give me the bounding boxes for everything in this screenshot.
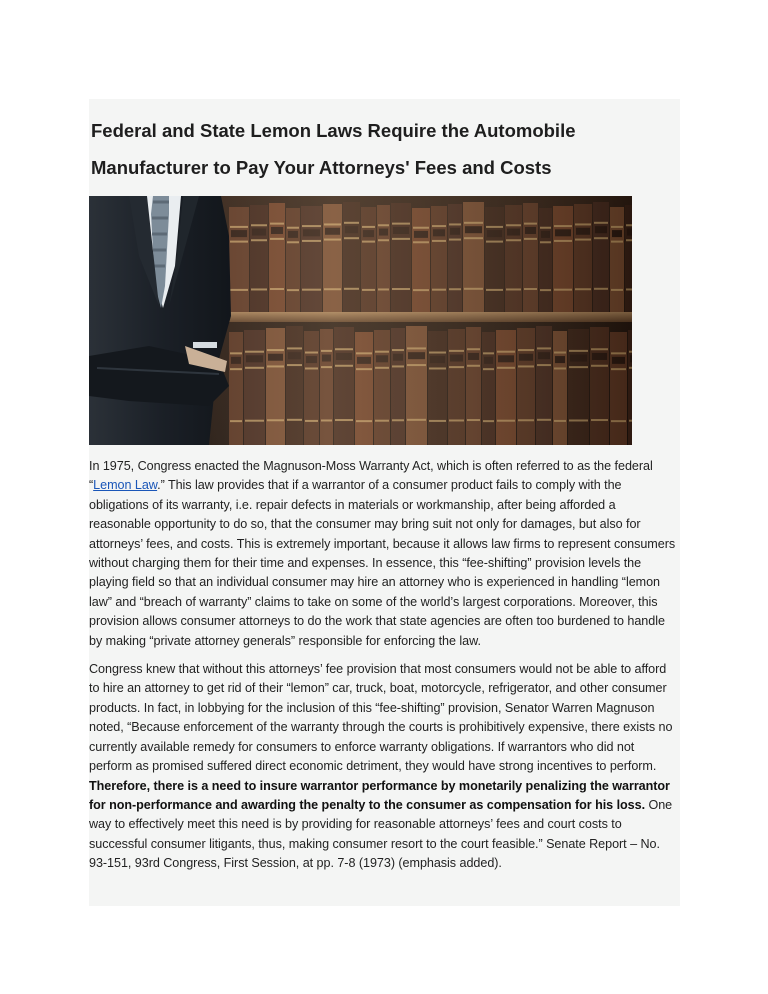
title-line-2: Manufacturer to Pay Your Attorneys' Fees and Costs [91, 157, 552, 178]
paragraph-2-text-b: One way to effectively meet this need is by providing for reasonable attorneys’ fees and court costs to successful consumer litigants, thus, making consumer resort to the court feasible.” Senate Report – No. 93-151, 93rd Congress, First Session, at pp. 7-8 (1973) (emphasis added). [89, 797, 673, 871]
lemon-law-link[interactable]: Lemon Law [93, 478, 158, 493]
title-line-1: Federal and State Lemon Laws Require the Automobile [91, 120, 576, 141]
paragraph-2-emphasis: Therefore, there is a need to insure warrantor performance by monetarily penalizing the warrantor for non-performance and awarding the penalty to the consumer as compensation for his loss. [89, 778, 670, 812]
paragraph-1-text-b: .” This law provides that if a warrantor of a consumer product fails to comply with the obligations of its warranty, i.e. repair defects in materials or workmanship, after being afforded a reasonable opportunity to do so, that the consumer may bring suit not only for damages, but also for attorneys’ fees, and costs. This is extremely important, because it allows law firms to represent consumers without charging them for their time and expenses. In essence, this “fee-shifting” provision levels the playing field so that an individual consumer may hire an attorney who is experienced in handling “lemon law” and “breach of warranty” claims to take on some of the world’s largest corporations. Moreover, this provision allows consumer attorneys to do the work that state agencies are often too burdened to handle by making “private attorney generals” responsible for enforcing the law. [89, 478, 676, 648]
attorney-figure [89, 196, 231, 445]
paragraph-2-text-a: Congress knew that without this attorneys’ fee provision that most consumers would not be able to afford to hire an attorney to get rid of their “lemon” car, truck, boat, motorcycle, refrigerator, and other consumer products. In fact, in lobbying for the inclusion of this “fee-shifting” provision, Senator Warren Magnuson noted, “Because enforcement of the warranty through the courts is prohibitively expensive, there exists no currently available remedy for consumers to enforce warranty obligations. If warrantors who did not perform as promised suffered direct economic detriment, they would have strong incentives to perform. [89, 662, 673, 774]
paragraph-2 [89, 660, 680, 873]
paragraph-1 [89, 457, 680, 651]
article-title [91, 112, 680, 186]
document-page [89, 99, 680, 906]
attorney-with-bookshelf-photo-icon [89, 196, 632, 445]
hero-image [89, 196, 632, 445]
paragraph-1-text-a: In 1975, Congress enacted the Magnuson-Moss Warranty Act, which is often referred to as the federal “ [89, 459, 653, 493]
